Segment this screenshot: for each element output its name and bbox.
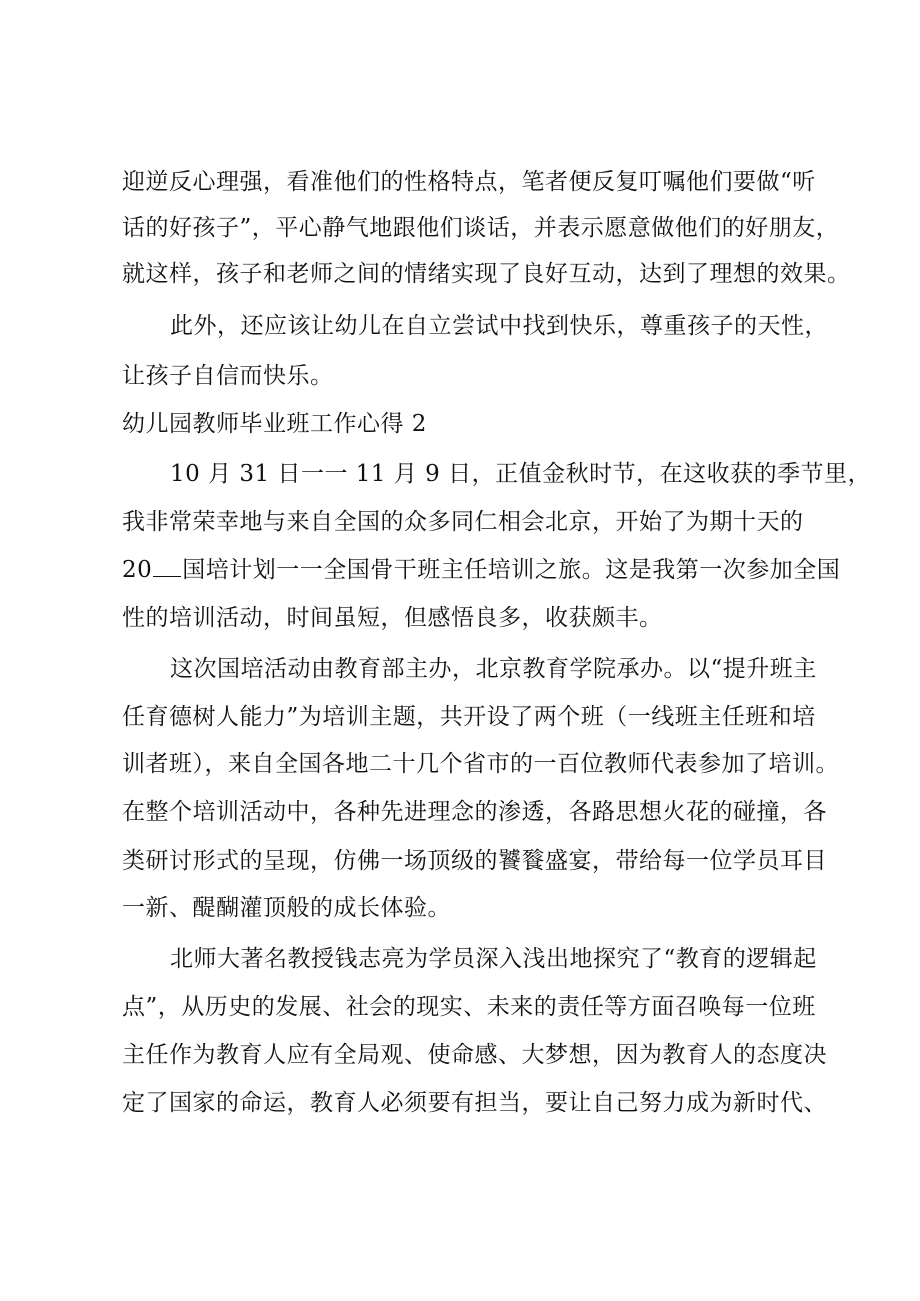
text-line-9 [122,555,842,585]
text-line-19: 主任作为教育人应有全局观、使命感、大梦想，因为教育人的态度决 [122,1042,827,1068]
section-heading: 幼儿园教师毕业班工作心得 2 [122,411,427,437]
text-line-2: 话的好孩子”，平心静气地跟他们谈话，并表示愿意做他们的好朋友， [122,215,840,241]
text-line-7: 10 月 31 日一一 11 月 9 日，正值金秋时节，在这收获的季节里， [170,461,872,487]
text-line-8: 我非常荣幸地与来自全国的众多同仁相会北京，开始了为期十天的 [122,509,804,535]
text-line-9-rest: 国培计划一一全国骨干班主任培训之旅。这是我第一次参加全国 [182,557,841,583]
text-line-10: 性的培训活动，时间虽短，但感悟良多，收获颇丰。 [122,605,663,631]
text-line-14: 在整个培训活动中，各种先进理念的渗透，各路思想火花的碰撞，各 [122,799,827,825]
text-line-16: 一新、醍醐灌顶般的成长体验。 [122,895,451,921]
text-line-4: 此外，还应该让幼儿在自立尝试中找到快乐，尊重孩子的天性， [170,313,828,339]
text-line-1: 迎逆反心理强，看准他们的性格特点，笔者便反复叮嘱他们要做“听 [122,169,816,195]
text-line-18: 点”，从历史的发展、社会的现实、未来的责任等方面召唤每一位班 [122,994,816,1020]
text-line-3: 就这样，孩子和老师之间的情绪实现了良好互动，达到了理想的效果。 [122,261,851,287]
text-line-15: 类研讨形式的呈现，仿佛一场顶级的饕餮盛宴，带给每一位学员耳目 [122,848,827,874]
text-line-17: 北师大著名教授钱志亮为学员深入浅出地探究了“教育的逻辑起 [170,946,817,972]
text-line-13: 训者班），来自全国各地二十几个省市的一百位教师代表参加了培训。 [122,751,839,777]
text-line-12: 任育德树人能力”为培训主题，共开设了两个班（一线班主任班和培 [122,704,816,730]
text-line-11: 这次国培活动由教育部主办，北京教育学院承办。以“提升班主 [170,656,817,682]
text-line-5: 让孩子自信而快乐。 [122,363,334,389]
text-line-20: 定了国家的命运，教育人必须要有担当，要让自己努力成为新时代、 [122,1090,827,1116]
blank-underline [153,558,181,577]
year-prefix: 20 [122,557,153,583]
